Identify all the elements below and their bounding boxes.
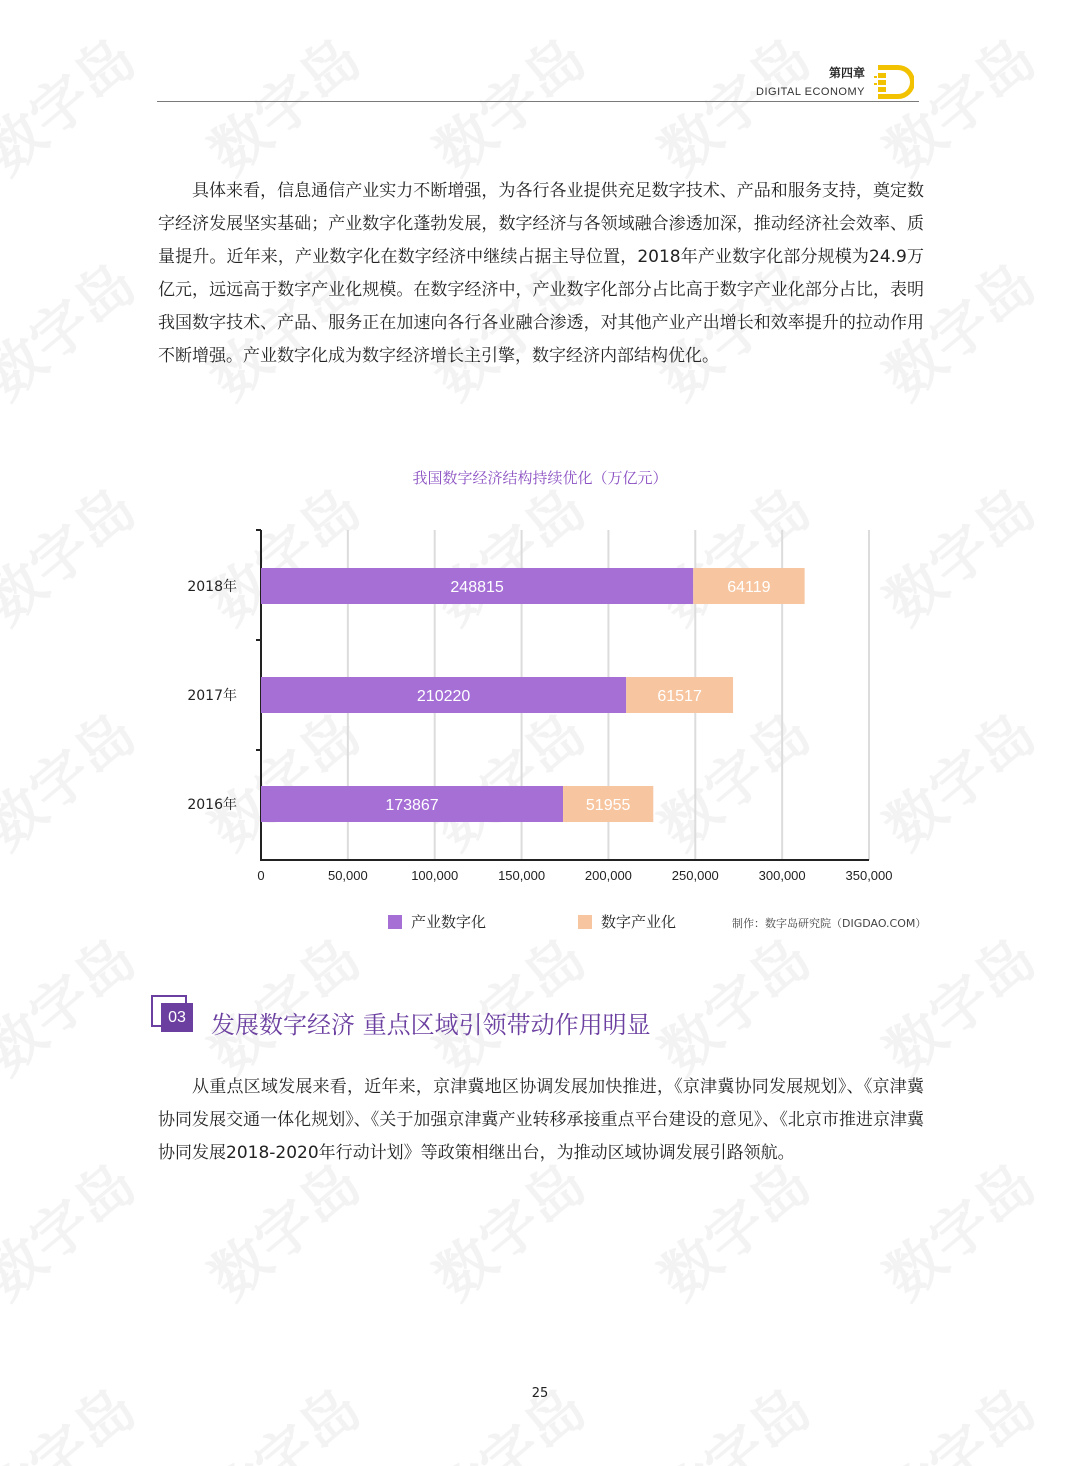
chart-credit: 制作：数字岛研究院（DIGDAO.COM） xyxy=(732,917,927,930)
bar-value-label: 210220 xyxy=(416,688,471,705)
legend-item-industrial-digitization xyxy=(388,911,486,932)
section-title: 发展数字经济 重点区域引领带动作用明显 xyxy=(211,1011,651,1039)
bar-value-label: 173867 xyxy=(385,797,439,814)
watermark-text xyxy=(413,1364,600,1466)
section-number-badge xyxy=(151,995,195,1035)
legend-label: 产业数字化 xyxy=(411,913,487,931)
bar-value-label: 248815 xyxy=(450,579,504,596)
x-tick-label: 250,000 xyxy=(671,868,719,883)
x-tick-label: 0 xyxy=(257,868,265,883)
watermark-text xyxy=(413,914,600,1090)
watermark-text xyxy=(0,1139,151,1315)
bar-value-label: 61517 xyxy=(657,688,702,705)
y-category-label: 2018年 xyxy=(187,579,237,595)
x-tick-label: 350,000 xyxy=(845,868,893,883)
legend-swatch-peach xyxy=(578,915,592,929)
y-category-label: 2017年 xyxy=(187,688,237,704)
watermark-text xyxy=(863,914,1050,1090)
watermark-text xyxy=(638,914,825,1090)
watermark-text xyxy=(0,1364,151,1466)
legend-label: 数字产业化 xyxy=(601,913,677,931)
legend-swatch-purple xyxy=(388,915,402,929)
x-tick-label: 300,000 xyxy=(758,868,806,883)
bar-value-label: 64119 xyxy=(727,579,771,596)
body-paragraph-1: 具体来看，信息通信产业实力不断增强，为各行各业提供充足数字技术、产品和服务支持，奠定数字经济发展坚实基础；产业数字化蓬勃发展，数字经济与各领域融合渗透加深，推动经济社会效率、质量提升。近年来，产业数字化在数字经济中继续占据主导位置，2018年产业数字化部分规模为24.9万亿元，远远高于数字产业化规模。在数字经济中，产业数字化部分占比高于数字产业化部分占比，表明我国数字技术、产品、服务正在加速向各行各业融合渗透，对其他产业产出增长和效率提升的拉动作用不断增强。产业数字化成为数字经济增长主引擎，数字经济内部结构优化。 xyxy=(158,181,924,366)
body-paragraph-2: 从重点区域发展来看，近年来，京津冀地区协调发展加快推进，《京津冀协同发展规划》、《京津冀协同发展交通一体化规划》、《关于加强京津冀产业转移承接重点平台建设的意见》、《北京市推进京津冀协同发展2018-2020年行动计划》等政策相继出台，为推动区域协调发展引路领航。 xyxy=(158,1077,924,1163)
legend-item-digital-industrialization xyxy=(578,911,676,932)
x-tick-label: 200,000 xyxy=(584,868,632,883)
watermark-text xyxy=(863,1364,1050,1466)
page-number: 25 xyxy=(531,1386,549,1401)
chapter-subtitle: DIGITAL ECONOMY xyxy=(756,86,865,98)
x-tick-label: 50,000 xyxy=(327,868,368,883)
section-number: 03 xyxy=(161,1003,193,1032)
watermark-text xyxy=(188,1364,375,1466)
watermark-text xyxy=(0,914,151,1090)
y-category-label: 2016年 xyxy=(187,797,237,813)
chapter-label: 第四章 xyxy=(828,66,865,80)
watermark-text xyxy=(638,1364,825,1466)
watermark-text xyxy=(188,914,375,1090)
bar-value-label: 51955 xyxy=(585,797,631,814)
x-tick-label: 150,000 xyxy=(498,868,546,883)
x-tick-label: 100,000 xyxy=(411,868,459,883)
chart-title: 我国数字经济结构持续优化（万亿元） xyxy=(412,469,668,487)
